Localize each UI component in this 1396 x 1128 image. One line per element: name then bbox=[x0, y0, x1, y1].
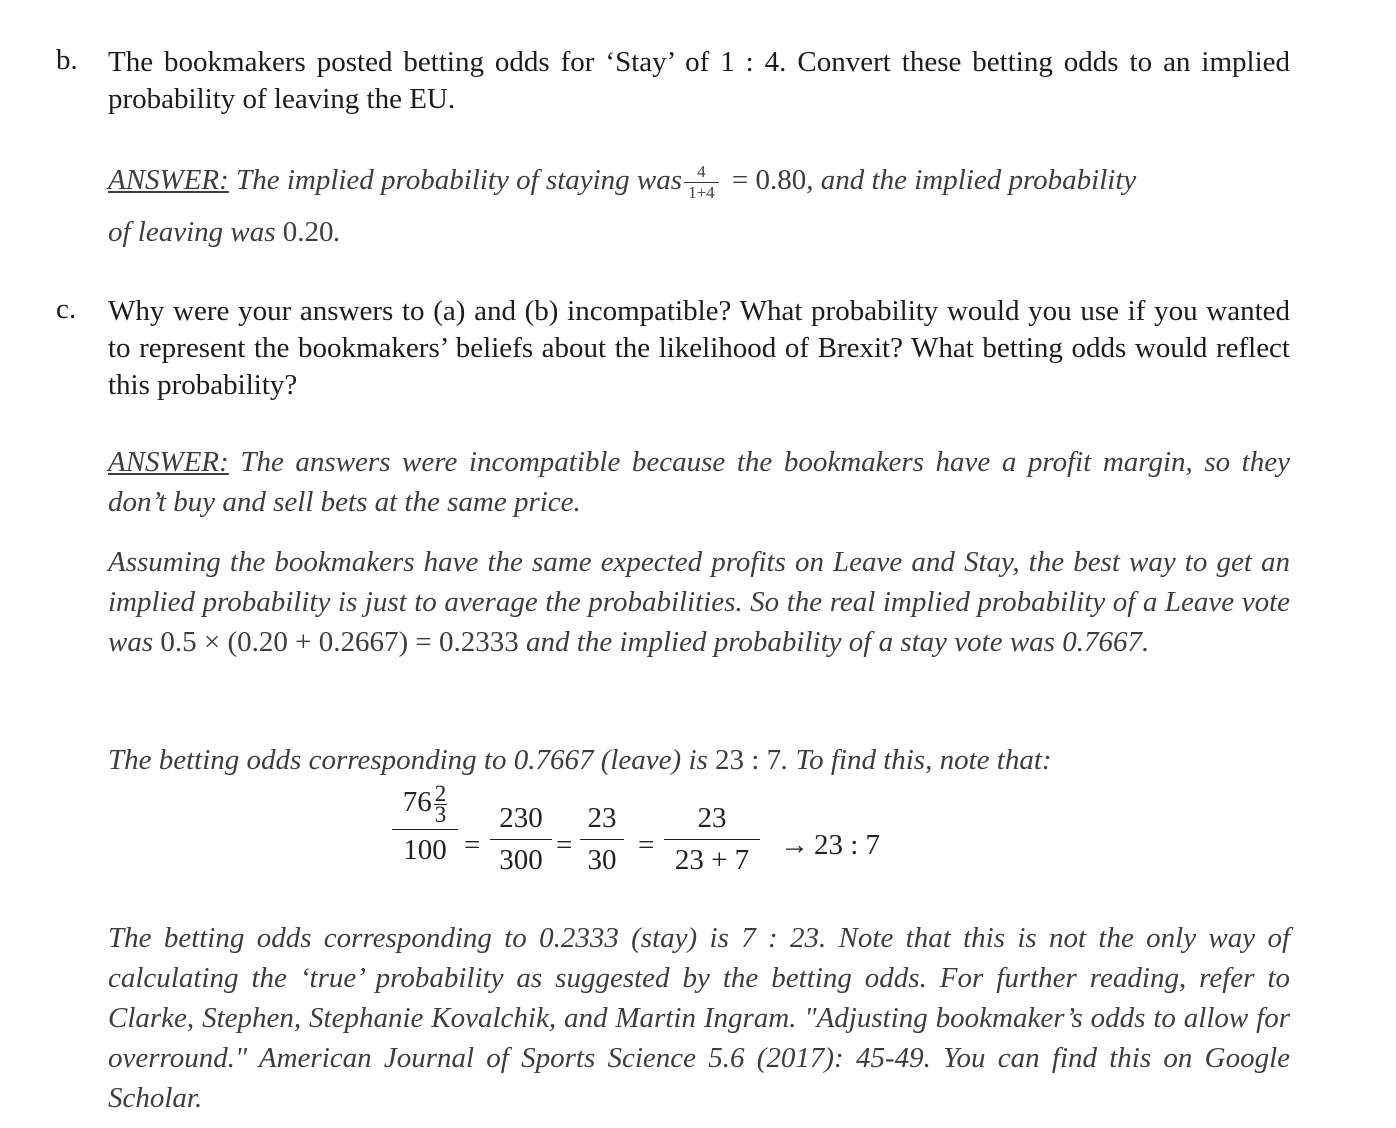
fraction-numerator: 23 bbox=[697, 802, 727, 834]
fraction-numerator: 23 bbox=[587, 802, 617, 834]
part-c-answer-p3 bbox=[108, 740, 1290, 780]
mixed-number bbox=[402, 781, 448, 827]
answer-period: . bbox=[333, 216, 341, 248]
odds-equation bbox=[392, 781, 952, 894]
answer-equation: = 0.80 bbox=[724, 164, 807, 196]
part-b-question: The bookmakers posted betting odds for ‘Stay’ of 1 : 4. Convert these betting odds to an implied probability of leaving the EU. bbox=[108, 46, 1290, 115]
arrow-icon: → bbox=[780, 829, 809, 861]
fraction-numerator: 230 bbox=[499, 802, 543, 834]
fraction-denominator: 23 + 7 bbox=[674, 844, 750, 876]
mixed-fraction bbox=[434, 781, 448, 827]
fraction-denominator: 30 bbox=[587, 844, 617, 876]
answer-text: Assuming the bookmakers have the same expected profits on Leave and Stay, the best way to get an implied probability is just to average the probabilities. So the real implied probability of a Leave vote was bbox=[108, 546, 1290, 658]
fraction-bar bbox=[664, 839, 760, 840]
inline-fraction bbox=[684, 162, 719, 203]
fraction-denominator: 100 bbox=[403, 834, 447, 866]
part-c-answer-p1 bbox=[108, 442, 1290, 522]
fraction-numerator: 4 bbox=[684, 162, 719, 183]
part-b-answer bbox=[108, 160, 1290, 203]
answer-text-cont: . To find this, note that: bbox=[781, 744, 1052, 776]
fraction-bar bbox=[580, 839, 624, 840]
odds-result: 23 : 7 bbox=[814, 829, 881, 861]
fraction-3 bbox=[580, 802, 624, 877]
fraction-4 bbox=[664, 802, 760, 877]
answer-text: The betting odds corresponding to 0.7667 (leave) is bbox=[108, 744, 716, 776]
answer-tag: ANSWER: bbox=[108, 164, 229, 196]
fraction-bar bbox=[490, 839, 552, 840]
fraction-denominator: 1+4 bbox=[688, 182, 715, 202]
part-c-answer-p4: The betting odds corresponding to 0.2333 (stay) is 7 : 23. Note that this is not the only way of calculating the ‘true’ probability as suggested by the betting odds. For further reading, refer to Clarke, Stephen, Stephanie Kovalchik, and Martin Ingram. "Adjusting bookmaker’s odds to allow for overround." American Journal of Sports Science 5.6 (2017): 45-49. You can find this on Google Scholar. bbox=[108, 922, 1290, 1114]
answer-math: 23 : 7 bbox=[715, 744, 782, 776]
fraction-2 bbox=[490, 802, 552, 877]
fraction-bar bbox=[392, 829, 458, 830]
part-b-answer-line2 bbox=[108, 212, 1290, 252]
answer-text: The implied probability of staying was bbox=[228, 164, 683, 196]
part-b-label: b. bbox=[56, 44, 78, 76]
fraction-numerator bbox=[392, 781, 458, 827]
part-c-answer-p2 bbox=[108, 542, 1290, 662]
answer-text-cont: and the implied probability of a stay vote was 0.7667. bbox=[518, 626, 1150, 658]
answer-tag: ANSWER: bbox=[108, 446, 229, 478]
fraction-denominator: 300 bbox=[499, 844, 543, 876]
mixed-fraction-num: 2 bbox=[434, 781, 447, 806]
mixed-whole: 76 bbox=[402, 786, 432, 819]
answer-text: The answers were incompatible because the bookmakers have a profit margin, so they don’t buy and sell bets at the same price. bbox=[108, 446, 1290, 518]
answer-value: 0.20 bbox=[282, 216, 334, 248]
equals-sign: = bbox=[556, 829, 573, 861]
equals-sign: = bbox=[464, 829, 481, 861]
part-c-question: Why were your answers to (a) and (b) incompatible? What probability would you use if you wanted to represent the bookmakers’ beliefs about the likelihood of Brexit? What betting odds would reflect this probability? bbox=[108, 295, 1290, 401]
mixed-fraction-den: 3 bbox=[434, 802, 447, 827]
answer-math: 0.5 × (0.20 + 0.2667) = 0.2333 bbox=[160, 626, 519, 658]
answer-text-cont: , and the implied probability bbox=[806, 164, 1137, 196]
fraction-mixed bbox=[392, 781, 458, 867]
part-c-label: c. bbox=[56, 293, 77, 325]
answer-text: of leaving was bbox=[108, 216, 283, 248]
equals-sign: = bbox=[638, 829, 655, 861]
